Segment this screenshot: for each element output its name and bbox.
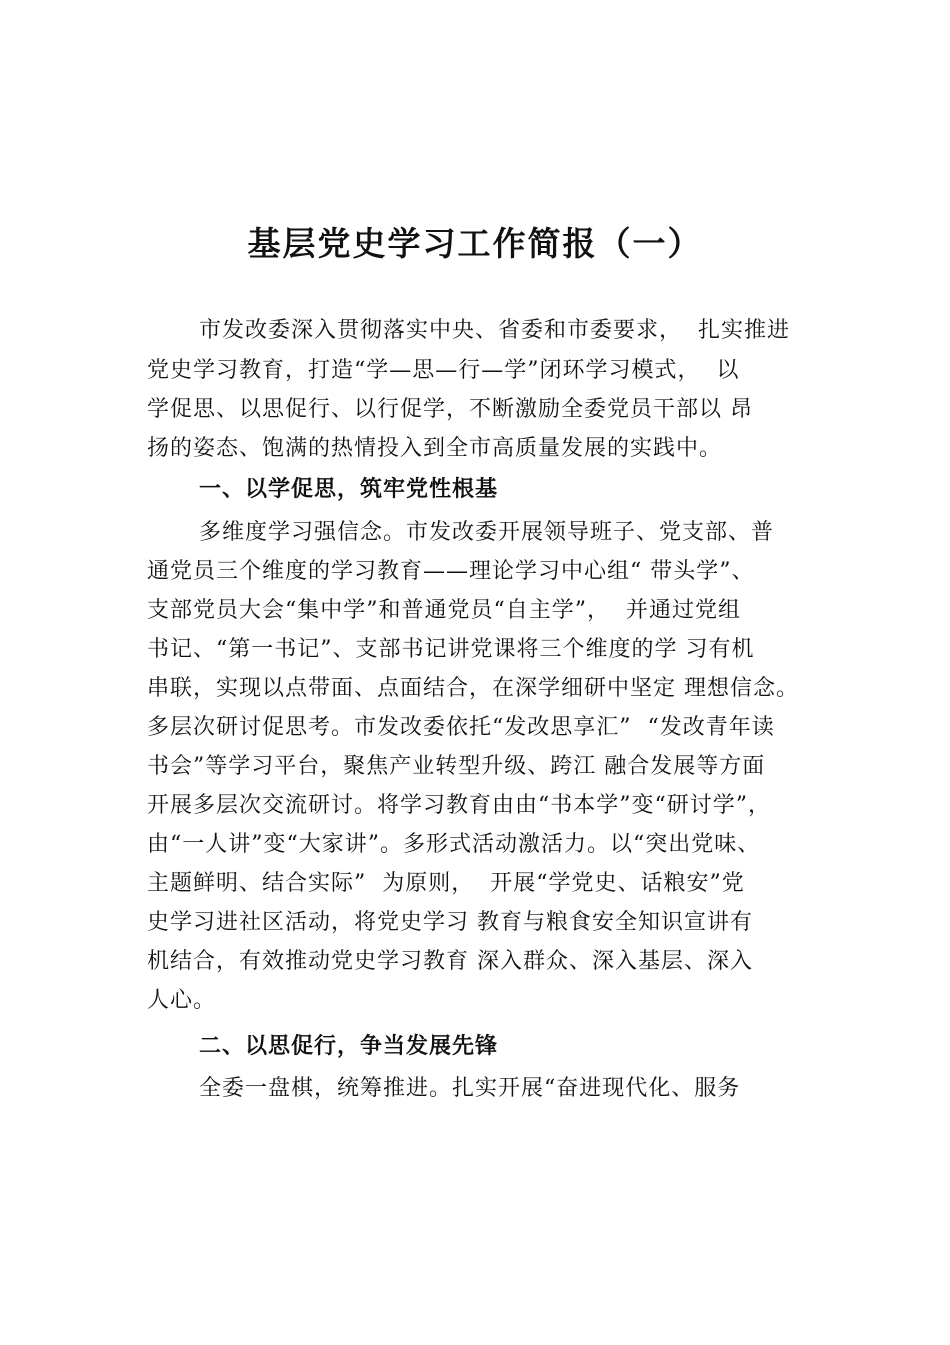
paragraph-line: 扬的姿态、饱满的热情投入到全市高质量发展的实践中。	[147, 436, 723, 461]
paragraph-line: 由“一人讲”变“大家讲”。多形式活动激活力。以“突出党味、	[147, 832, 761, 857]
paragraph-line: 机结合，有效推动党史学习教育 深入群众、深入基层、深入	[147, 949, 753, 974]
paragraph-line: 书会”等学习平台，聚焦产业转型升级、跨江 融合发展等方面	[147, 754, 766, 779]
paragraph-line: 党史学习教育，打造“学—思—行—学”闭环学习模式， 以	[147, 358, 740, 383]
paragraph-line: 市发改委深入贯彻落实中央、省委和市委要求， 扎实推进	[199, 318, 790, 343]
paragraph-line: 支部党员大会“集中学”和普通党员“自主学”， 并通过党组	[147, 598, 741, 623]
paragraph-line: 通党员三个维度的学习教育——理论学习中心组“ 带头学”、	[147, 559, 755, 584]
section-heading-1: 一、以学促思，筑牢党性根基	[199, 476, 499, 502]
paragraph-line: 书记、“第一书记”、支部书记讲党课将三个维度的学 习有机	[147, 637, 755, 662]
section-heading-2: 二、以思促行，争当发展先锋	[199, 1033, 499, 1059]
paragraph-line: 主题鲜明、结合实际” 为原则， 开展“学党史、话粮安”党	[147, 871, 745, 896]
paragraph-line: 多层次研讨促思考。市发改委依托“发改思享汇” “发改青年读	[147, 715, 775, 740]
paragraph-line: 全委一盘棋，统筹推进。扎实开展“奋进现代化、服务	[199, 1076, 741, 1101]
paragraph-line: 串联，实现以点带面、点面结合，在深学细研中坚定 理想信念。	[147, 676, 799, 701]
paragraph-line: 开展多层次交流研讨。将学习教育由由“书本学”变“研讨学”，	[147, 793, 771, 818]
paragraph-line: 人心。	[147, 988, 217, 1013]
paragraph-line: 多维度学习强信念。市发改委开展领导班子、党支部、普	[199, 520, 775, 545]
document-title: 基层党史学习工作简报（一）	[247, 224, 703, 263]
paragraph-line: 史学习进社区活动，将党史学习 教育与粮食安全知识宣讲有	[147, 910, 753, 935]
paragraph-line: 学促思、以思促行、以行促学，不断激励全委党员干部以 昂	[147, 397, 753, 422]
